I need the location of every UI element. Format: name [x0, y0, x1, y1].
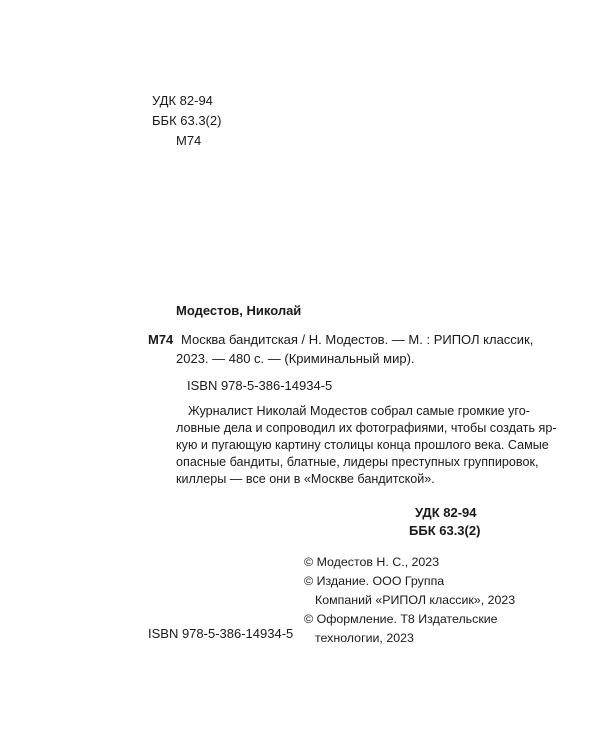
annotation: [176, 403, 557, 488]
isbn-entry: ISBN 978-5-386-14934-5: [187, 378, 333, 393]
annotation-line: Журналист Николай Модестов собрал самые громкие уго-: [188, 404, 530, 418]
annotation-line: кую и пугающую картину столицы конца прошлого века. Самые: [176, 438, 549, 452]
copyright-block: [304, 553, 515, 648]
bbk-code-bottom: ББК 63.3(2): [409, 523, 481, 538]
copyright-line: Компаний «РИПОЛ классик», 2023: [315, 593, 516, 607]
udk-code-top: УДК 82-94: [152, 93, 213, 108]
udk-code-bottom: УДК 82-94: [415, 505, 477, 520]
annotation-line: ловные дела и сопроводил их фотографиями, чтобы создать яр-: [176, 421, 557, 435]
copyright-line: технологии, 2023: [315, 631, 414, 645]
isbn-bottom: ISBN 978-5-386-14934-5: [148, 626, 294, 641]
author-mark-top: М74: [176, 133, 202, 148]
copyright-line: © Издание. ООО Группа: [304, 574, 445, 588]
catalog-mark: М74: [148, 332, 174, 347]
catalog-line-2: 2023. — 480 с. — (Криминальный мир).: [176, 351, 415, 366]
catalog-line-1: Москва бандитская / Н. Модестов. — М. : РИПОЛ классик,: [181, 332, 534, 347]
annotation-line: опасные бандиты, блатные, лидеры преступных группировок,: [176, 455, 539, 469]
copyright-line: © Модестов Н. С., 2023: [304, 555, 440, 569]
copyright-line: © Оформление. Т8 Издательские: [304, 612, 498, 626]
annotation-line: киллеры — все они в «Москве бандитской».: [176, 472, 435, 486]
bbk-code-top: ББК 63.3(2): [152, 113, 222, 128]
author-heading: Модестов, Николай: [176, 303, 302, 318]
